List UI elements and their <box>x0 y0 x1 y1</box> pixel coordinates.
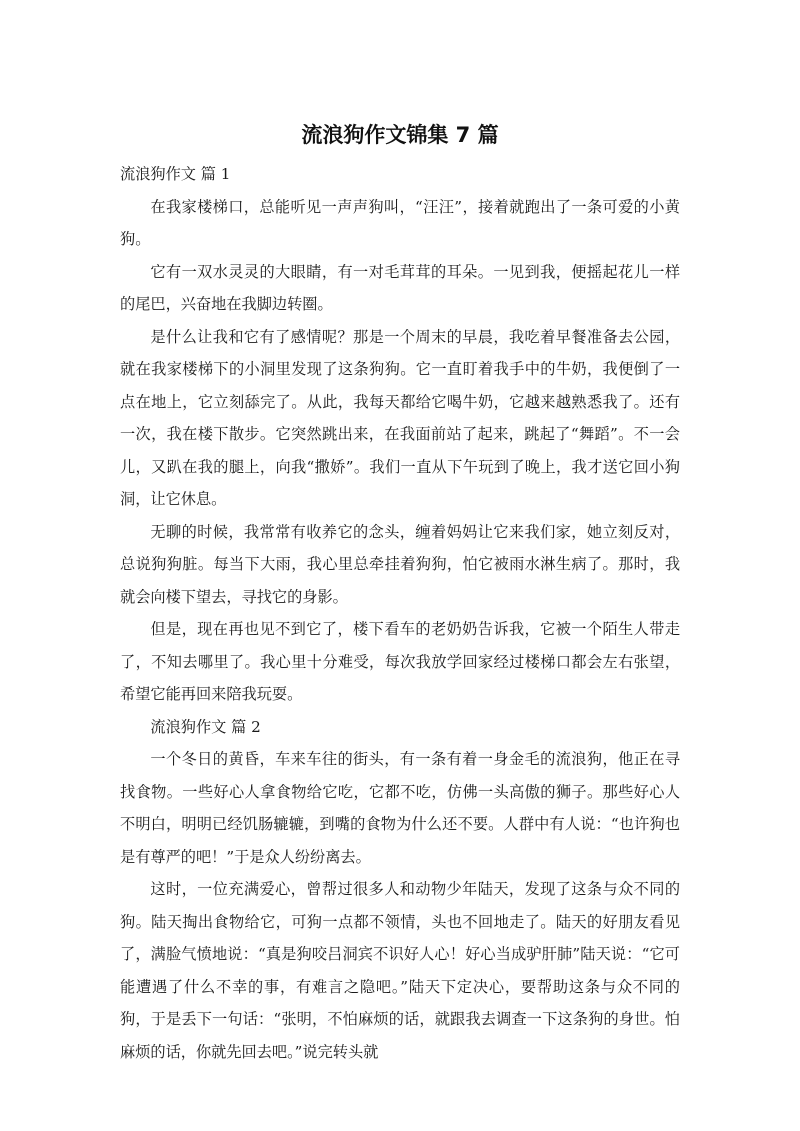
document-body <box>120 158 680 1068</box>
paragraph: 它有一双水灵灵的大眼睛，有一对毛茸茸的耳朵。一见到我，便摇起花儿一样的尾巴，兴奋地在我脚边转圈。 <box>120 262 680 313</box>
paragraph: 但是，现在再也见不到它了，楼下看车的老奶奶告诉我，它被一个陌生人带走了，不知去哪里了。我心里十分难受，每次我放学回家经过楼梯口都会左右张望，希望它能再回来陪我玩耍。 <box>120 620 680 703</box>
paragraph: 这时，一位充满爱心，曾帮过很多人和动物少年陆天，发现了这条与众不同的狗。陆天掏出食物给它，可狗一点都不领情，头也不回地走了。陆天的好朋友看见了，满脸气愤地说：“真是狗咬吕洞宾不识好人心！好心当成驴肝肺”陆天说：“它可能遭遇了什么不幸的事，有难言之隐吧。”陆天下定决心，要帮助这条与众不同的狗，于是丢下一句话：“张明，不怕麻烦的话，就跟我去调查一下这条狗的身世。怕麻烦的话，你就先回去吧。”说完转头就 <box>120 880 680 1061</box>
section-heading-1: 流浪狗作文 篇 1 <box>120 165 231 183</box>
paragraph: 一个冬日的黄昏，车来车往的街头，有一条有着一身金毛的流浪狗，他正在寻找食物。一些好心人拿食物给它吃，它都不吃，仿佛一头高傲的狮子。那些好心人不明白，明明已经饥肠辘辘，到嘴的食物为什么还不要。人群中有人说：“也许狗也是有尊严的吧！”于是众人纷纷离去。 <box>120 750 680 866</box>
paragraph: 在我家楼梯口，总能听见一声声狗叫，“汪汪”，接着就跑出了一条可爱的小黄狗。 <box>120 197 680 248</box>
paragraph: 无聊的时候，我常常有收养它的念头，缠着妈妈让它来我们家，她立刻反对，总说狗狗脏。每当下大雨，我心里总牵挂着狗狗，怕它被雨水淋生病了。那时，我就会向楼下望去，寻找它的身影。 <box>120 522 680 606</box>
section-heading-2: 流浪狗作文 篇 2 <box>150 717 261 736</box>
paragraph: 是什么让我和它有了感情呢？那是一个周末的早晨，我吃着早餐准备去公园，就在我家楼梯下的小洞里发现了这条狗狗。它一直盯着我手中的牛奶，我便倒了一点在地上，它立刻舔完了。从此，我每天都给它喝牛奶，它越来越熟悉我了。还有一次，我在楼下散步。它突然跳出来，在我面前站了起来，跳起了“舞蹈”。不一会儿，又趴在我的腿上，向我“撒娇”。我们一直从下午玩到了晚上，我才送它回小狗洞，让它休息。 <box>120 327 680 508</box>
document-title: 流浪狗作文锦集 7 篇 <box>301 123 499 147</box>
